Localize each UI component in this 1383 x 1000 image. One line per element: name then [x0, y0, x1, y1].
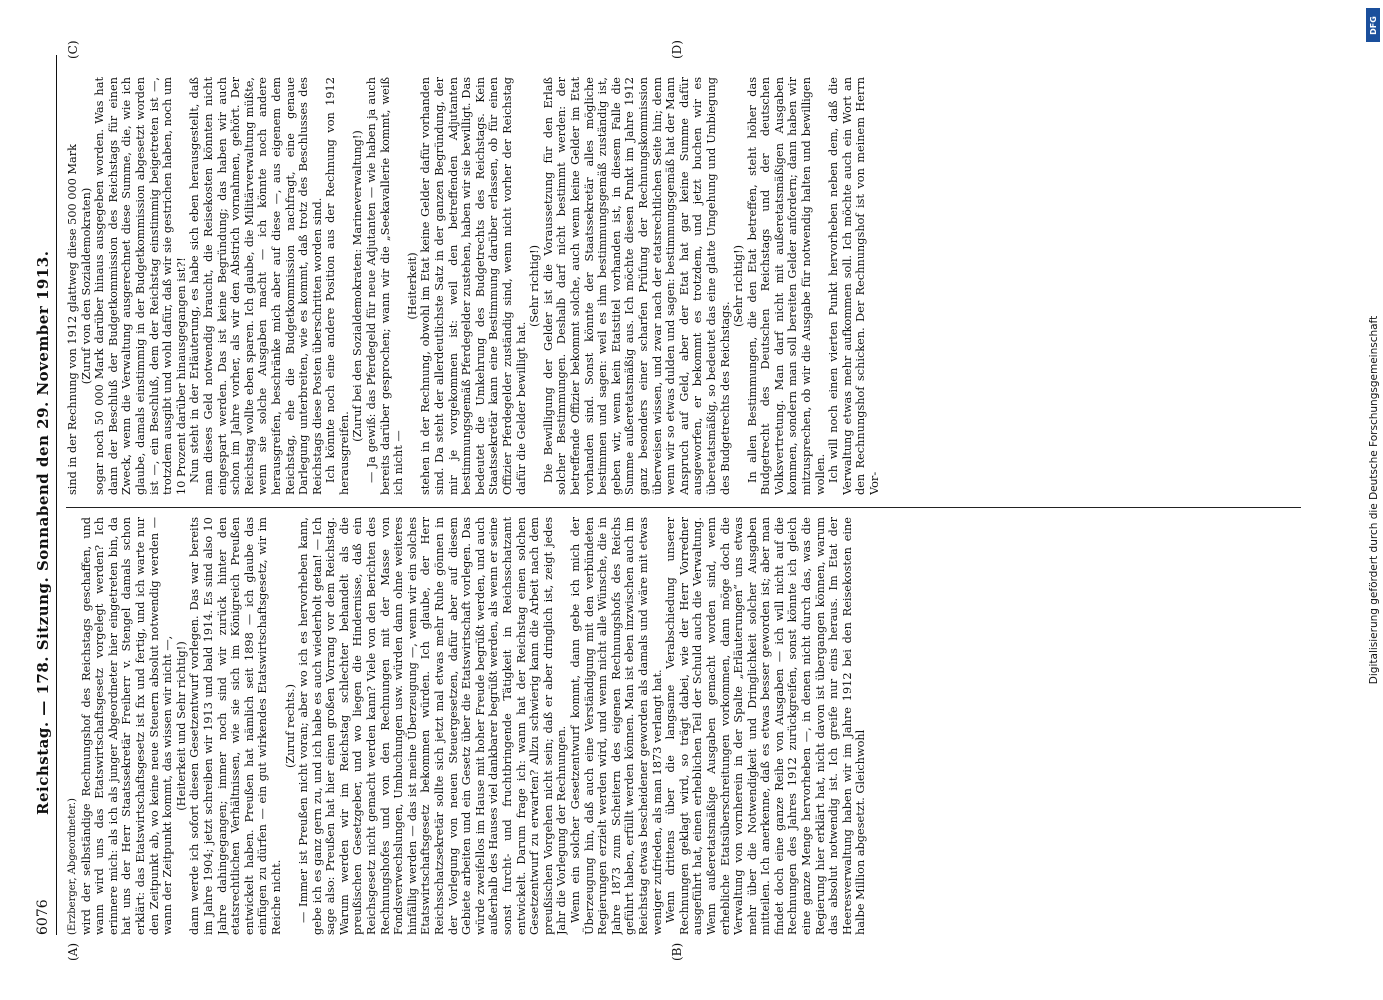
right-column-paragraph: Nun steht in der Erläuterung, es habe sich eben herausgestellt, daß man dieses Geld notwendig braucht, die Reisekosten könnten nicht eingespart werden. Das ist keine Begründung; das haben wir auch schon im Jahre vorher, als wir den Abstrich vornahmen, gehört. Der Reichstag wollte eben sparen. Ich glaube, die Militärverwaltung müßte, wenn sie solche Ausgaben macht — ich könnte noch andere herausgreifen, beschränke mich aber auf diese —, aus eigenem dem Reichstag, ehe die Budgetkommission nachfragt, eine genaue Darlegung unterbreiten, wie es kommt, daß trotz des Beschlusses des Reichstags diese Posten überschritten worden sind.	[188, 77, 324, 495]
right-column-paragraph: (Heiterkeit)	[405, 252, 419, 320]
right-column-paragraph: (Sehr richtig!)	[528, 244, 542, 328]
left-column-paragraph: wird der selbständige Rechnungshof des Reichstags geschaffen, und wann wird uns das Etatswirtschaftsgesetz vorgelegt werden? Ich erinnere mich: als ich als junger Abgeordneter hier eingetreten bin, da hat uns der Herr Staatssekretär Freiherr v. Stengel damals schon erklärt: das Etatswirtschaftsgesetz ist fix und fertig, und ich warte nur den Zeitpunkt ab, wo keine neue Steuern absolut notwendig werden — wann der Zeitpunkt kommt, das wissen wir nicht —,	[79, 517, 175, 935]
right-column-paragraph: Ich könnte noch eine andere Position aus der Rechnung von 1912 herausgreifen.	[324, 77, 351, 495]
right-column-paragraph: In allen Bestimmungen, die den Etat betreffen, steht höher das Budgetrecht des Deutschen Reichstags und der deutschen Volksvertretung. Man darf nicht mit außeretatsmäßigen Ausgaben kommen, sondern man soll bereiten Gelder anfordern; dann haben wir mitzusprechen, ob wir die Ausgabe für notwendig halten und bewilligen wollen.	[745, 77, 827, 495]
right-column-paragraph: — Ja gewiß: das Pferdegeld für neue Adjutanten — wie haben ja auch bereits darüber gesprochen; wann wir die „Seekavallerie kommt, weiß ich nicht —	[365, 77, 406, 495]
left-column-paragraph: Wenn drittens über die langsame Verabschiedung unserer Rechnungen geklagt wird, so trägt dabei, wie der Herr Vorredner ausgeführt hat, einen erheblichen Teil der Schuld auch die Verwaltung. Wenn außeretatsmäßige Ausgaben gemacht worden sind, wenn erhebliche Etatsüberschreitungen vorkommen, dann möge doch die Verwaltung von vornherein in der Spalte „Erläuterungen“ uns etwas mehr über die Notwendigkeit und Dringlichkeit solcher Ausgaben mitteilen. Ich anerkenne, daß es etwas besser geworden ist; aber man findet doch eine ganze Reihe von Ausgaben — ich will nicht auf die Rechnungen des Jahres 1912 zurückgreifen, sonst könnte ich gleich eine ganze Menge hervorheben —, in denen nicht durch das, was die Regierung hier erklärt hat, nicht davon ist übergangen können, warum das absolut notwendig ist. Ich greife nur eins heraus. Im Etat der Heeresverwaltung haben wir im Jahre 1912 bei den Reisekosten eine halbe Million abgesetzt. Gleichwohl	[664, 517, 868, 935]
right-column-paragraph: (Zuruf von den Sozialdemokraten)	[79, 187, 93, 385]
left-text-column	[66, 517, 1301, 935]
page-title: Reichstag. — 178. Sitzung. Sonnabend den 29. November 1913.	[34, 250, 52, 815]
right-column-paragraph: stehen in der Rechnung, obwohl im Etat keine Gelder dafür vorhanden sind. Da steht der allerdeutlichste Satz in der ganzen Begründung, der mir je vorgekommen ist: weil den betreffenden Adjutanten bestimmungsgemäß Pferdegelder zustehen, haben wir sie bewilligt. Das bedeutet die Umkehrung des Budgetrechts des Reichstags. Kein Staatssekretär kann eine Bestimmung darüber erlassen, ob für einen Offizier Pferdegelder zuständig sind, wenn nicht vorher der Reichstag dafür die Gelder bewilligt hat.	[419, 77, 528, 495]
right-column-paragraph: sogar noch 50 000 Mark darüber hinaus ausgegeben worden. Was hat dann der Beschluß der Budgetkommission des Reichstags für einen Zweck, wenn die Verwaltung ausgerechnet diese Summe, die, wie ich glaube, damals einstimmig in der Budgetkommission abgesetzt worden ist —, ein Beschluß, dem der Reichstag einstimmig beigetreten ist —, trotzdem ausgibt und wohl dafür, daß wir sie gestrichen haben, noch um 10 Prozent darüber hinausgegangen ist?!	[93, 77, 188, 495]
right-column-paragraph: (Zuruf bei den Sozialdemokraten: Marineverwaltung!)	[351, 130, 365, 442]
margin-marker-d: (D)	[670, 40, 684, 59]
left-column-paragraph: — Immer ist Preußen nicht voran; aber wo ich es hervorheben kann, gebe ich es ganz gern zu, und ich habe es auch wiederholt getan! — Ich sage also: Preußen hat hier einen großen Vorrang vor dem Reichstag. Warum werden wir im Reichstag schlechter behandelt als die preußischen Gesetzgeber, und wo liegen die Hindernisse, daß ein Reichsgesetz nicht gemacht werden kann? Viele von den Berichten des Rechnungshofes und von den Rechnungen mit der Masse von Fondsverwechslungen, Umbuchungen usw. würden dann ohne weiteres hinfällig werden — das ist meine Überzeugung —, wenn wir ein solches Etatswirtschaftsgesetz bekommen würden. Ich glaube, der Herr Reichsschatzsekretär sollte sich jetzt mal etwas mehr Ruhe gönnen in der Vorlegung von neuen Steuergesetzen, dafür aber auf diesem Gebiete arbeiten und ein Gesetz über die Etatswirtschaft vorlegen. Das würde zweifellos im Hause mit hoher Freude begrüßt werden, und auch außerhalb des Hauses viel dankbarer begrüßt werden, als wenn er seine sonst furcht- und fruchtbringende Tätigkeit in Reichsschatzamt entwickelt. Darum frage ich: wann hat der Reichstag einen solchen Gesetzentwurf zu erwarten? Allzu schwierig kann die Arbeit nach dem preußischen Vorgehen nicht sein; daß er aber dringlich ist, zeigt jedes Jahr die Vorlegung der Rechnungen.	[297, 517, 569, 935]
digitization-note: Digitalisierung gefördert durch die Deutsche Forschungsgemeinschaft	[1368, 315, 1380, 685]
dfg-logo	[1366, 8, 1380, 42]
left-column-paragraph: Wenn ein solcher Gesetzentwurf kommt, dann gebe ich mich der Überzeugung hin, daß auch eine Verständigung mit den verbündeten Regierungen erzielt werden wird, und wenn nicht alle Wünsche, die in Jahre 1873 zum Scheitern des eigenen Rechnungshofs des Reichs geführt haben, erfüllt werden können. Man ist eben inzwischen auch im Reichstag etwas bescheidener geworden als damals und wäre mit etwas weniger zufrieden, als man 1873 verlangt hat.	[568, 517, 664, 935]
right-column-paragraph: Die Bewilligung der Gelder ist die Voraussetzung für den Erlaß solcher Bestimmungen. Deshalb darf nicht bestimmt werden: der betreffende Offizier bekommt solche, auch wenn keine Gelder im Etat vorhanden sind. Sonst könnte der Staatssekretär alles mögliche bestimmen und sagen: weil es ihm bestimmungsgemäß zuständig ist, geben wir, wenn kein Etatstitel vorhanden ist, in diesem Falle die Summe außeretatsmäßig aus. Ich möchte diesen Punkt im Jahre 1912 ganz besonders einer scharfen Prüfung der Rechnungskommission überweisen wissen, und zwar nach der etatsrechtlichen Seite hin; denn wenn wir so etwas dulden und sagen: bestimmungsgemäß hat der Mann Anspruch auf Geld, aber der Etat hat gar keine Summe dafür ausgeworfen, er bekommt es trotzdem, und jetzt buchen wir es überetatsmäßig, so bedeutet das eine glatte Umgehung und Umbiegung des Budgetrechts des Reichstags.	[541, 77, 732, 495]
page-number: 6076	[35, 899, 51, 935]
left-column-paragraph: (Heiterkeit und Sehr richtig!)	[174, 641, 188, 811]
left-column-paragraph: (Zuruf rechts.)	[283, 684, 297, 769]
right-column-paragraph: sind in der Rechnung von 1912 glattweg diese 500 000 Mark	[66, 143, 79, 495]
right-column-paragraph: Ich will noch einen vierten Punkt hervorheben neben dem, daß die Verwaltung etwas mehr aufkommen soll. Ich möchte auch ein Wort an den Rechnungshof schicken. Der Rechnungshof ist von meinem Herrn Vor-	[827, 77, 882, 495]
rotated-newspaper-page	[30, 35, 1320, 965]
margin-marker-a: (A)	[66, 942, 80, 961]
left-column-paragraph: (Erzberger, Abgeordneter.)	[67, 798, 78, 935]
right-column-paragraph: (Sehr richtig!)	[732, 244, 746, 328]
left-column-paragraph: dann werde ich sofort diesen Gesetzentwurf vorlegen. Das war bereits im Jahre 1904; jetzt schreiben wir 1913 und bald 1914. Es sind also 10 Jahre dahingegangen; immer noch sind wir zurück hinter den etatsrechtlichen Verhältnissen, wie sie sich im Königreich Preußen entwickelt haben. Preußen hat nämlich seit 1898 — ich glaube das einfügen zu dürfen — ein gut wirkendes Etatswirtschaftsgesetz, wir im Reiche nicht.	[188, 517, 283, 935]
dfg-logo-text: DFG	[1368, 15, 1378, 35]
page-header	[30, 55, 57, 935]
column-divider	[66, 507, 1301, 508]
right-text-column	[66, 77, 1301, 495]
margin-marker-c: (C)	[66, 40, 80, 59]
margin-marker-b: (B)	[670, 942, 684, 961]
